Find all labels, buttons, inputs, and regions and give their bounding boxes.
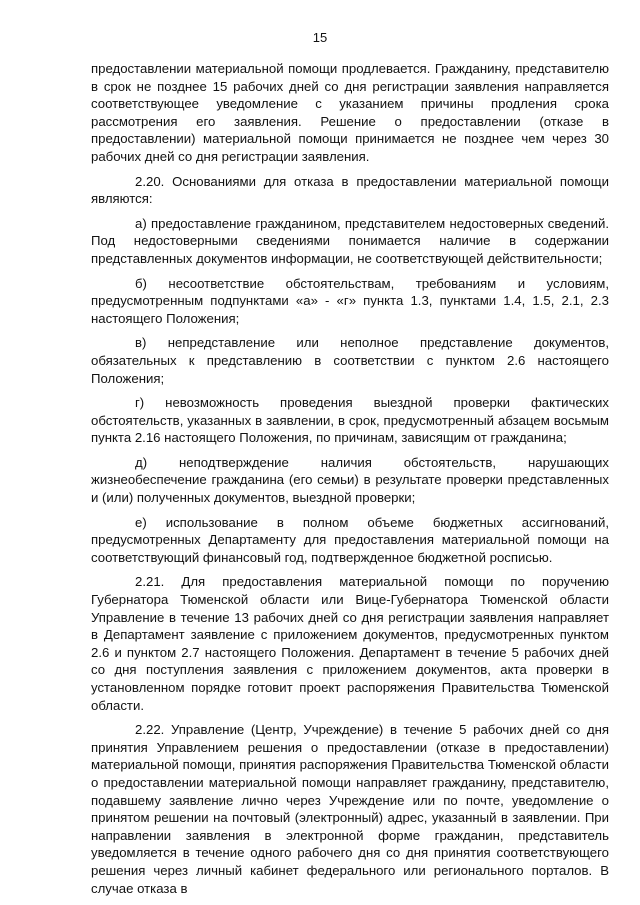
list-item-b: б) несоответствие обстоятельствам, требованиям и условиям, предусмотренным подпунктами «а» - «г» пункта 1.3, пунктами 1.4, 1.5, 2.1, 2.3 настоящего Положения; xyxy=(91,275,609,326)
list-item-v: в) непредставление или неполное представление документов, обязательных к представлению в соответствии с пунктом 2.6 настоящего Положения; xyxy=(91,335,609,386)
paragraph-continuation: предоставлении материальной помощи продлевается. Гражданину, представителю в срок не позднее 15 рабочих дней со дня регистрации заявления направляется соответствующее уведомление с указанием причины продления срока рассмотрения его заявления. Решение о предоставлении (отказе в предоставлении) материальной помощи принимается не позднее чем через 30 рабочих дней со дня регистрации заявления. xyxy=(91,61,609,164)
document-body xyxy=(91,60,609,904)
list-item-a: а) предоставление гражданином, представителем недостоверных сведений. Под недостоверными сведениями понимается наличие в содержании представленных документов информации, не соответствующей действительности; xyxy=(91,215,609,266)
page-number: 15 xyxy=(312,30,328,45)
paragraph-2-21: 2.21. Для предоставления материальной помощи по поручению Губернатора Тюменской области или Вице-Губернатора Тюменской области Управление в течение 13 рабочих дней со дня регистрации заявления направляет в Департамент заявление с приложением документов, предусмотренных пунктом 2.6 и пунктом 2.7 настоящего Положения. Департамент в течение 5 рабочих дней со дня поступления заявления с приложением документов, акта проверки в установленном порядке готовит проект распоряжения Правительства Тюменской области. xyxy=(91,574,609,713)
list-item-d: д) неподтверждение наличия обстоятельств, нарушающих жизнеобеспечение гражданина (его семьи) в результате проверки представленных и (или) полученных документов, выездной проверки; xyxy=(91,454,609,506)
list-item-g: г) невозможность проведения выездной проверки фактических обстоятельств, указанных в заявлении, в срок, предусмотренный абзацем восьмым пункта 2.16 настоящего Положения, по причинам, зависящим от гражданина; xyxy=(91,395,609,446)
paragraph-2-22: 2.22. Управление (Центр, Учреждение) в течение 5 рабочих дней со дня принятия Управлением решения о предоставлении (отказе в предоставлении) материальной помощи, принятия распоряжения Правительства Тюменской области о предоставлении материальной помощи направляет гражданину, представителю, подавшему заявление лично через Учреждение или по почте, уведомление о принятом решении на почтовый (электронный) адрес, указанный в заявлении. При направлении заявления в электронной форме гражданин, представитель уведомляется в течение одного рабочего дня со дня принятия соответствующего решения через личный кабинет федерального или регионального порталов. В случае отказа в xyxy=(91,722,609,896)
list-item-e: е) использование в полном объеме бюджетных ассигнований, предусмотренных Департаменту для предоставления материальной помощи на соответствующий финансовый год, подтвержденное бюджетной росписью. xyxy=(91,514,609,565)
paragraph-2-20: 2.20. Основаниями для отказа в предоставлении материальной помощи являются: xyxy=(91,173,609,207)
